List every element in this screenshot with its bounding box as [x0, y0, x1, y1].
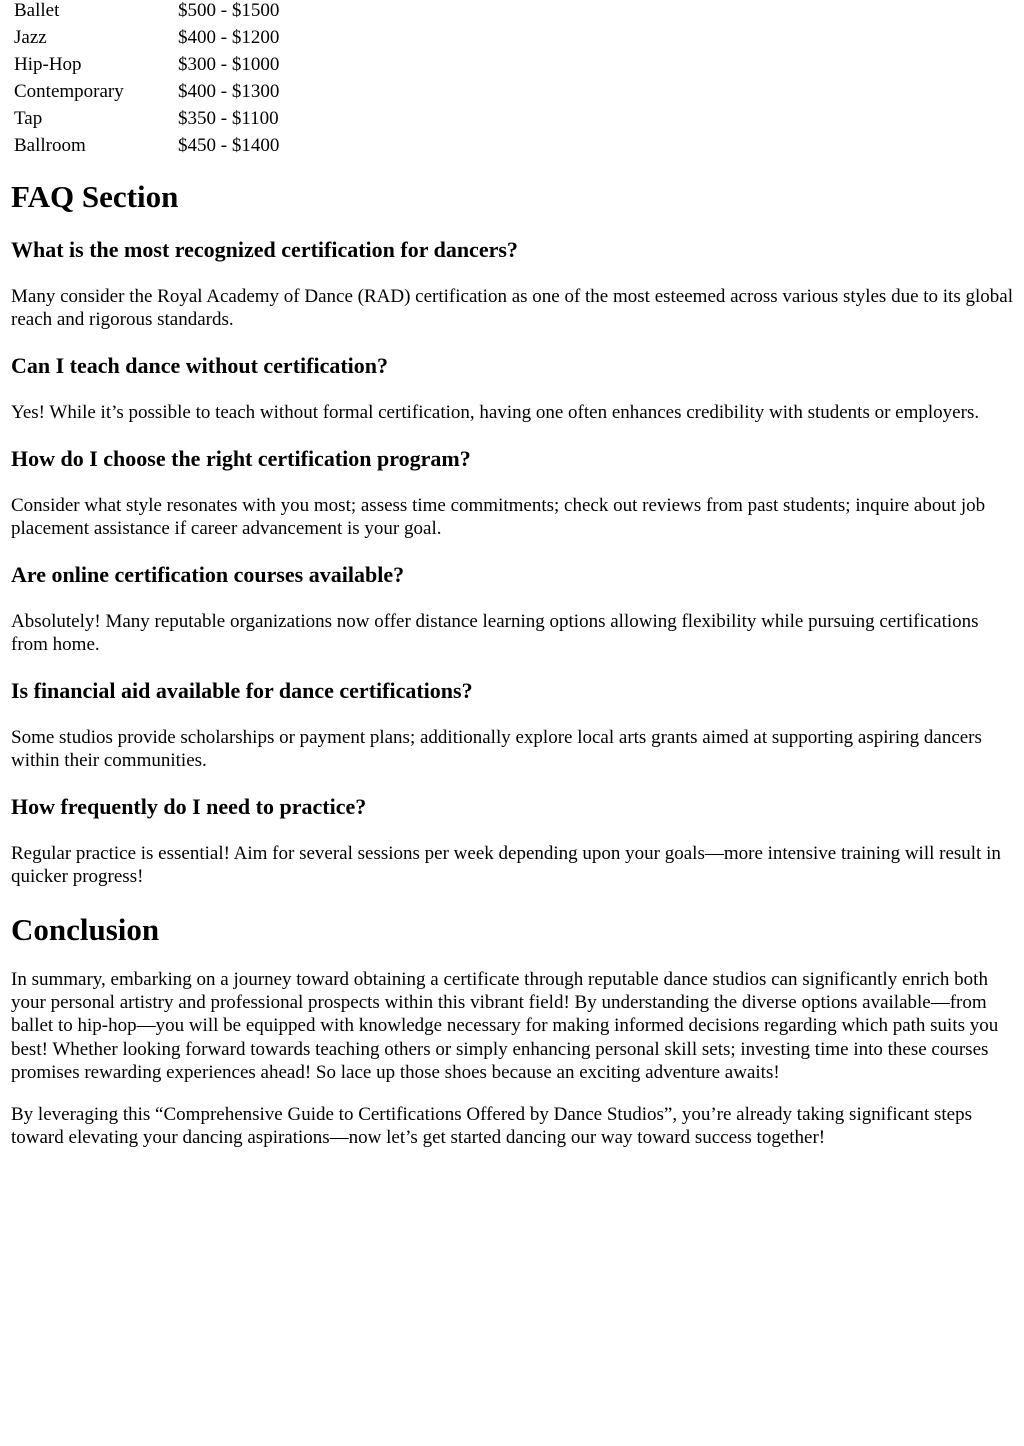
dance-style-cell: Ballet — [14, 0, 60, 21]
conclusion-paragraph: In summary, embarking on a journey toward obtaining a certificate through reputable dance studios can significantly enrich both your personal artistry and professional prospects within this vibrant field! By understanding the diverse options available—from ballet to hip-hop—you will be equipped with knowledge necessary for making informed decisions regarding which path suits you best! Whether looking forward towards teaching others or simply enhancing personal skill sets; investing time into these courses promises rewarding experiences ahead! So lace up those shoes because an exciting adventure awaits! — [11, 969, 999, 1083]
table-row — [13, 0, 280, 24]
faq-section-title: FAQ Section — [11, 179, 179, 214]
faq-answer: Consider what style resonates with you most; assess time commitments; check out reviews from past students; inquire about job placement assistance if career advancement is your goal. — [11, 495, 986, 539]
price-range-cell: $400 - $1300 — [178, 81, 280, 102]
price-range-cell: $350 - $1100 — [178, 108, 279, 129]
table-row — [13, 53, 280, 78]
price-table — [11, 0, 282, 161]
price-range-cell: $400 - $1200 — [178, 27, 280, 48]
dance-style-cell: Tap — [14, 108, 43, 129]
table-row — [13, 80, 280, 105]
price-range-cell: $300 - $1000 — [178, 54, 280, 75]
price-range-cell: $500 - $1500 — [178, 0, 280, 21]
price-range-cell: $450 - $1400 — [178, 135, 280, 156]
faq-answer: Absolutely! Many reputable organizations now offer distance learning options allowing flexibility while pursuing certifications from home. — [11, 611, 979, 655]
faq-question: How frequently do I need to practice? — [11, 794, 367, 819]
dance-style-cell: Contemporary — [14, 81, 124, 102]
faq-question: Is financial aid available for dance certifications? — [11, 678, 473, 703]
dance-style-cell: Hip-Hop — [14, 54, 82, 75]
faq-answer: Regular practice is essential! Aim for several sessions per week depending upon your goals—more intensive training will result in quicker progress! — [11, 843, 1001, 887]
table-row — [13, 107, 280, 132]
faq-answer: Some studios provide scholarships or payment plans; additionally explore local arts grants aimed at supporting aspiring dancers within their communities. — [11, 727, 982, 771]
faq-question: What is the most recognized certification for dancers? — [11, 237, 518, 262]
faq-answer: Yes! While it’s possible to teach without formal certification, having one often enhances credibility with students or employers. — [11, 402, 980, 423]
faq-section — [11, 179, 1014, 888]
conclusion-paragraph: By leveraging this “Comprehensive Guide to Certifications Offered by Dance Studios”, you’re already taking significant steps toward elevating your dancing aspirations—now let’s get started dancing our way toward success together! — [11, 1104, 973, 1149]
conclusion-section — [11, 912, 1014, 1149]
table-row — [13, 26, 280, 51]
faq-question: How do I choose the right certification program? — [11, 446, 471, 471]
dance-style-cell: Jazz — [14, 27, 47, 48]
conclusion-title: Conclusion — [11, 912, 160, 947]
faq-question: Can I teach dance without certification? — [11, 353, 389, 378]
faq-question: Are online certification courses available? — [11, 562, 405, 587]
dance-style-cell: Ballroom — [14, 135, 86, 156]
faq-answer: Many consider the Royal Academy of Dance (RAD) certification as one of the most esteemed across various styles due to its global reach and rigorous standards. — [11, 286, 1013, 330]
table-row — [13, 134, 280, 159]
